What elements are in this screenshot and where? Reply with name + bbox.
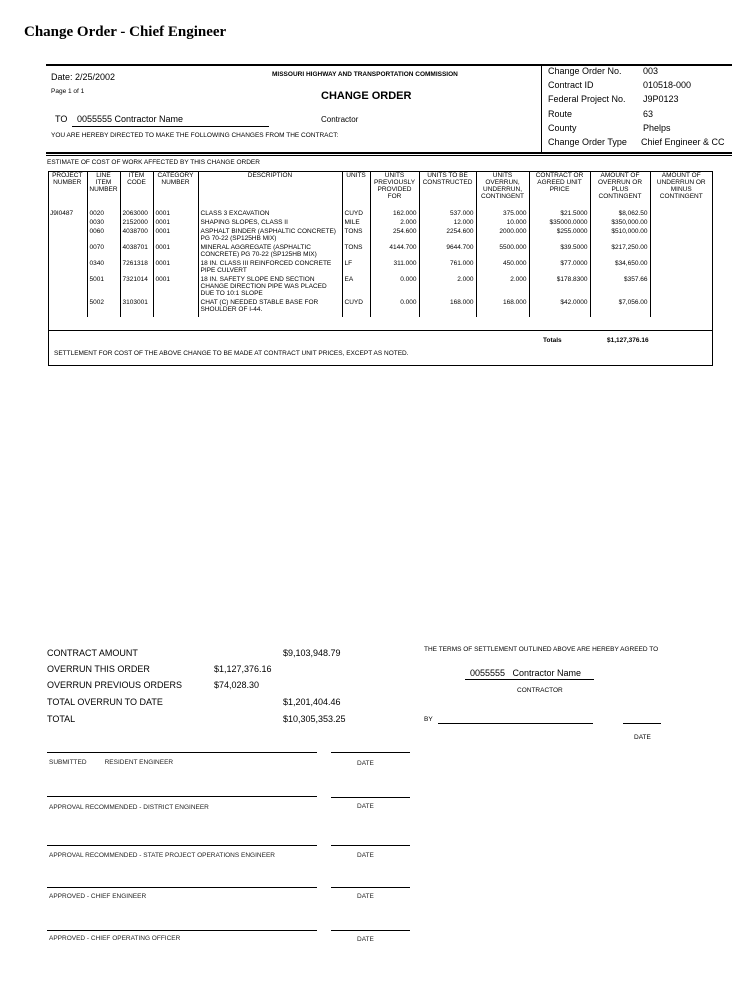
column-header: UNITS PREVIOUSLY PROVIDED FOR — [370, 172, 419, 206]
table-cell: $8,062.50 — [590, 206, 650, 217]
info-block — [548, 66, 732, 151]
totals-value: $1,127,376.16 — [607, 337, 649, 344]
signature-role: APPROVED - CHIEF OPERATING OFFICER — [49, 935, 181, 942]
table-cell: CLASS 3 EXCAVATION — [198, 206, 342, 217]
table-cell: CUYD — [342, 206, 370, 217]
contractor-caption: CONTRACTOR — [517, 687, 563, 694]
table-cell: EA — [342, 274, 370, 297]
table-cell: LF — [342, 258, 370, 274]
column-header: UNITS TO BE CONSTRUCTED — [419, 172, 476, 206]
total-label: TOTAL — [47, 714, 76, 724]
total-overrun: $1,201,404.46 — [283, 697, 341, 707]
table-cell: $39.5000 — [529, 242, 590, 258]
table-cell: $357.66 — [590, 274, 650, 297]
settlement-note: SETTLEMENT FOR COST OF THE ABOVE CHANGE TO BE MADE AT CONTRACT UNIT PRICES, EXCEPT AS NOTED. — [54, 350, 409, 357]
signature-date-label: DATE — [357, 852, 374, 859]
info-label: Route — [548, 108, 573, 119]
contract-amount: $9,103,948.79 — [283, 648, 341, 658]
column-header: ITEM CODE — [120, 172, 153, 206]
table-cell: CHAT (C) NEEDED STABLE BASE FOR SHOULDER OF I-44. — [198, 297, 342, 313]
table-cell: MINERAL AGGREGATE (ASPHALTIC CONCRETE) PG 70-22 (SP125HB MIX) — [198, 242, 342, 258]
table-cell — [590, 313, 650, 317]
table-cell: 0001 — [153, 274, 198, 297]
table-cell: 0070 — [87, 242, 120, 258]
signature-date-label: DATE — [357, 803, 374, 810]
table-cell: 9644.700 — [419, 242, 476, 258]
date-line — [331, 797, 410, 798]
table-cell: 0020 — [87, 206, 120, 217]
overrun-this-label: OVERRUN THIS ORDER — [47, 664, 150, 674]
table-cell: J9I0487 — [50, 209, 74, 217]
table-cell: $35000.0000 — [529, 217, 590, 226]
table-cell: 4038701 — [120, 242, 153, 258]
table-cell: 2.000 — [370, 217, 419, 226]
table-cell — [650, 297, 712, 313]
table-cell: 5002 — [87, 297, 120, 313]
page-title: Change Order - Chief Engineer — [24, 24, 227, 40]
page-number: Page 1 of 1 — [51, 88, 85, 95]
table-row — [48, 206, 712, 217]
date-line — [331, 752, 410, 753]
terms-text: THE TERMS OF SETTLEMENT OUTLINED ABOVE ARE HEREBY AGREED TO — [424, 646, 659, 653]
table-cell: 168.000 — [419, 297, 476, 313]
table-cell — [650, 242, 712, 258]
column-header: DESCRIPTION — [198, 172, 342, 206]
table-cell: 450.000 — [476, 258, 529, 274]
table-cell: 0340 — [87, 258, 120, 274]
table-filler-row — [48, 313, 712, 317]
info-row — [548, 94, 732, 108]
commission-name: MISSOURI HIGHWAY AND TRANSPORTATION COMMISSION — [272, 71, 458, 78]
table-cell — [87, 313, 120, 317]
table-cell: 537.000 — [419, 206, 476, 217]
info-label: Change Order Type — [548, 136, 627, 147]
signature-line — [47, 845, 317, 846]
table-cell: 0001 — [153, 226, 198, 242]
table-cell — [650, 217, 712, 226]
signature-line — [47, 930, 317, 931]
info-value: 63 — [643, 108, 654, 119]
totals-rule — [48, 330, 712, 331]
table-cell: ASPHALT BINDER (ASPHALTIC CONCRETE) PG 70-22 (SP125HB MIX) — [198, 226, 342, 242]
by-label: BY — [424, 716, 433, 723]
header-bottom-rule — [46, 152, 732, 154]
table-row — [48, 217, 712, 226]
table-cell: $217,250.00 — [590, 242, 650, 258]
info-row — [548, 123, 732, 137]
table-cell: 7321014 — [120, 274, 153, 297]
signature-role: SUBMITTED RESIDENT ENGINEER — [49, 759, 174, 766]
table-cell: 2152000 — [120, 217, 153, 226]
info-value: Phelps — [643, 122, 671, 133]
table-row — [48, 258, 712, 274]
table-cell: 0001 — [153, 242, 198, 258]
column-header: CONTRACT OR AGREED UNIT PRICE — [529, 172, 590, 206]
signature-date-label: DATE — [357, 893, 374, 900]
table-cell: $77.0000 — [529, 258, 590, 274]
table-cell: 2.000 — [419, 274, 476, 297]
contract-amount-label: CONTRACT AMOUNT — [47, 648, 138, 658]
estimate-caption: ESTIMATE OF COST OF WORK AFFECTED BY THIS CHANGE ORDER — [47, 159, 260, 166]
info-value: Chief Engineer & CC — [641, 136, 725, 147]
contractor-underline — [465, 679, 594, 680]
signature-role: APPROVAL RECOMMENDED - STATE PROJECT OPERATIONS ENGINEER — [49, 852, 275, 859]
table-cell: 5500.000 — [476, 242, 529, 258]
date-label: Date: 2/25/2002 — [51, 72, 116, 82]
signature-date-label: DATE — [357, 760, 374, 767]
table-cell — [198, 313, 342, 317]
table-cell — [650, 274, 712, 297]
table-cell — [370, 313, 419, 317]
form-title: CHANGE ORDER — [321, 90, 412, 102]
directive-text: YOU ARE HEREBY DIRECTED TO MAKE THE FOLLOWING CHANGES FROM THE CONTRACT: — [51, 132, 339, 139]
info-label: Federal Project No. — [548, 94, 626, 105]
signature-line — [47, 752, 317, 753]
signature-role: APPROVED - CHIEF ENGINEER — [49, 893, 147, 900]
to-label: TO — [55, 114, 68, 124]
table-cell — [48, 313, 87, 317]
date-line — [331, 930, 410, 931]
table-cell: 162.000 — [370, 206, 419, 217]
table-cell — [650, 226, 712, 242]
agreement-date-line — [623, 723, 661, 724]
info-row — [548, 109, 732, 123]
table-cell — [48, 258, 87, 274]
table-cell: 0.000 — [370, 297, 419, 313]
table-cell — [48, 242, 87, 258]
column-header: LINE ITEM NUMBER — [87, 172, 120, 206]
table-row — [48, 242, 712, 258]
totals-label: Totals — [543, 337, 562, 344]
table-cell: $255.0000 — [529, 226, 590, 242]
total-overrun-label: TOTAL OVERRUN TO DATE — [47, 697, 163, 707]
table-cell: 0001 — [153, 206, 198, 217]
table-cell: 2254.600 — [419, 226, 476, 242]
signature-role: APPROVAL RECOMMENDED - DISTRICT ENGINEER — [49, 804, 209, 811]
table-cell: $350,000.00 — [590, 217, 650, 226]
by-line — [438, 723, 593, 724]
table-cell: 0060 — [87, 226, 120, 242]
info-value: 003 — [643, 66, 659, 76]
info-row — [548, 80, 732, 94]
agreement-date-label: DATE — [634, 734, 651, 741]
table-cell: 0030 — [87, 217, 120, 226]
table-cell — [48, 226, 87, 242]
table-cell: $21.5000 — [529, 206, 590, 217]
table-cell — [48, 297, 87, 313]
signature-line — [47, 796, 317, 797]
info-value: J9P0123 — [643, 94, 679, 105]
contractor-label: Contractor — [321, 115, 359, 124]
table-cell: 2000.000 — [476, 226, 529, 242]
column-header: UNITS — [342, 172, 370, 206]
signature-line — [47, 887, 317, 888]
table-cell: 311.000 — [370, 258, 419, 274]
table-cell: $178.8300 — [529, 274, 590, 297]
table-cell — [342, 313, 370, 317]
table-cell — [529, 313, 590, 317]
overrun-prev: $74,028.30 — [214, 680, 260, 690]
table-cell: 5001 — [87, 274, 120, 297]
column-header: CATEGORY NUMBER — [153, 172, 198, 206]
table-cell: 0001 — [153, 258, 198, 274]
table-row — [48, 297, 712, 313]
info-label: Change Order No. — [548, 66, 622, 76]
estimate-table — [48, 171, 712, 317]
signature-date-label: DATE — [357, 936, 374, 943]
contractor-name: 0055555 Contractor Name — [470, 668, 582, 678]
table-cell: 761.000 — [419, 258, 476, 274]
table-cell: 7261318 — [120, 258, 153, 274]
table-cell: 254.600 — [370, 226, 419, 242]
table-cell: 18 IN. CLASS III REINFORCED CONCRETE PIPE CULVERT — [198, 258, 342, 274]
table-cell: 4144.700 — [370, 242, 419, 258]
table-cell: 0.000 — [370, 274, 419, 297]
info-row — [548, 137, 732, 151]
column-header: AMOUNT OF OVERRUN OR PLUS CONTINGENT — [590, 172, 650, 206]
table-cell — [476, 313, 529, 317]
table-cell — [153, 297, 198, 313]
column-header: UNITS OVERRUN, UNDERRUN, CONTINGENT — [476, 172, 529, 206]
table-cell — [120, 313, 153, 317]
table-cell: SHAPING SLOPES, CLASS II — [198, 217, 342, 226]
overrun-prev-label: OVERRUN PREVIOUS ORDERS — [47, 680, 183, 690]
table-cell: 0001 — [153, 217, 198, 226]
info-label: County — [548, 122, 577, 133]
to-underline — [72, 126, 269, 127]
table-cell: $7,056.00 — [590, 297, 650, 313]
table-row — [48, 226, 712, 242]
header-bottom-rule-2 — [46, 155, 732, 156]
table-cell: MILE — [342, 217, 370, 226]
table-cell — [48, 217, 87, 226]
info-row — [548, 66, 732, 80]
table-cell — [650, 313, 712, 317]
table-cell: 375.000 — [476, 206, 529, 217]
table-cell: CUYD — [342, 297, 370, 313]
table-cell — [650, 258, 712, 274]
table-cell: 4038700 — [120, 226, 153, 242]
table-cell — [419, 313, 476, 317]
table-cell: 2063000 — [120, 206, 153, 217]
table-cell — [48, 274, 87, 297]
date-line — [331, 887, 410, 888]
info-value: 010518-000 — [643, 80, 692, 91]
table-row — [48, 274, 712, 297]
table-cell — [650, 206, 712, 217]
table-cell: $42.0000 — [529, 297, 590, 313]
total-amount: $10,305,353.25 — [283, 714, 346, 724]
table-cell: TONS — [342, 226, 370, 242]
table-cell: 2.000 — [476, 274, 529, 297]
table-cell: 18 IN. SAFETY SLOPE END SECTION CHANGE DIRECTION PIPE WAS PLACED DUE TO 10:1 SLOPE — [198, 274, 342, 297]
overrun-this: $1,127,376.16 — [214, 664, 272, 674]
table-header-row — [48, 172, 712, 206]
table-cell: 10.000 — [476, 217, 529, 226]
date-line — [331, 845, 410, 846]
column-header: AMOUNT OF UNDERRUN OR MINUS CONTINGENT — [650, 172, 712, 206]
table-cell: 168.000 — [476, 297, 529, 313]
table-cell: $510,000.00 — [590, 226, 650, 242]
table-cell — [153, 313, 198, 317]
table-cell: 12.000 — [419, 217, 476, 226]
info-label: Contract ID — [548, 80, 594, 91]
table-cell: TONS — [342, 242, 370, 258]
table-cell: $34,650.00 — [590, 258, 650, 274]
info-divider — [541, 64, 542, 152]
column-header: PROJECT NUMBER — [48, 172, 87, 206]
to-value: 0055555 Contractor Name — [77, 114, 184, 124]
table-cell: 3103001 — [120, 297, 153, 313]
